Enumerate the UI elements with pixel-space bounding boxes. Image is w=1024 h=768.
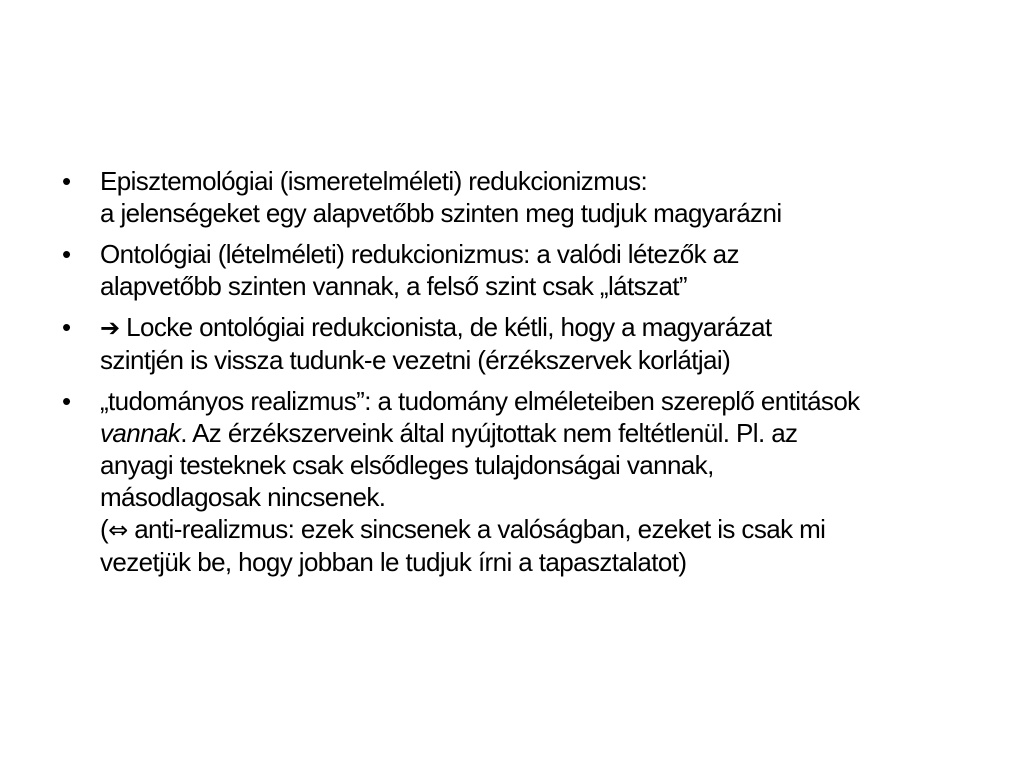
- bullet-item-epistemological: [62, 165, 992, 229]
- double-arrow-icon: ⇔: [108, 516, 128, 544]
- bullet-text-line: alapvetőbb szinten vannak, a felső szint csak „látszat”: [100, 271, 687, 301]
- bullet-item-ontological: [62, 238, 992, 302]
- bullet-dot-icon: •: [62, 386, 71, 416]
- bullet-text-line: [100, 513, 992, 546]
- emphasis-text: vannak: [100, 418, 181, 448]
- bullet-text-line: [100, 417, 992, 449]
- bullet-dot-icon: •: [62, 166, 71, 196]
- bullet-list: [62, 165, 992, 587]
- bullet-dot-icon: •: [62, 239, 71, 269]
- bullet-dot-icon: •: [62, 312, 71, 342]
- bullet-text-line: Episztemológiai (ismeretelméleti) redukcionizmus:: [100, 166, 648, 196]
- bullet-text-line: [100, 311, 992, 344]
- paren-open: (: [100, 514, 109, 544]
- right-arrow-icon: ➔: [100, 314, 120, 342]
- bullet-text-line: „tudományos realizmus”: a tudomány elméleteiben szereplő entitások: [100, 386, 860, 416]
- bullet-text-segment: . Az érzékszerveink által nyújtottak nem feltétlenül. Pl. az: [180, 418, 798, 448]
- bullet-text-line: a jelenségeket egy alapvetőbb szinten meg tudjuk magyarázni: [100, 198, 782, 228]
- bullet-text-segment: anti-realizmus: ezek sincsenek a valóságban, ezeket is csak mi: [127, 514, 826, 544]
- bullet-text-line: Ontológiai (lételméleti) redukcionizmus: a valódi létezők az: [100, 239, 739, 269]
- bullet-text-line: anyagi testeknek csak elsődleges tulajdonságai vannak,: [100, 450, 714, 480]
- bullet-text-line: vezetjük be, hogy jobban le tudjuk írni a tapasztalatot): [100, 547, 687, 577]
- bullet-text-segment: Locke ontológiai redukcionista, de kétli, hogy a magyarázat: [119, 312, 772, 342]
- bullet-text-line: szintjén is vissza tudunk-e vezetni (érzékszervek korlátjai): [100, 345, 731, 375]
- bullet-text-line: másodlagosak nincsenek.: [100, 482, 386, 512]
- bullet-item-locke: [62, 311, 992, 376]
- bullet-item-scientific-realism: [62, 385, 992, 578]
